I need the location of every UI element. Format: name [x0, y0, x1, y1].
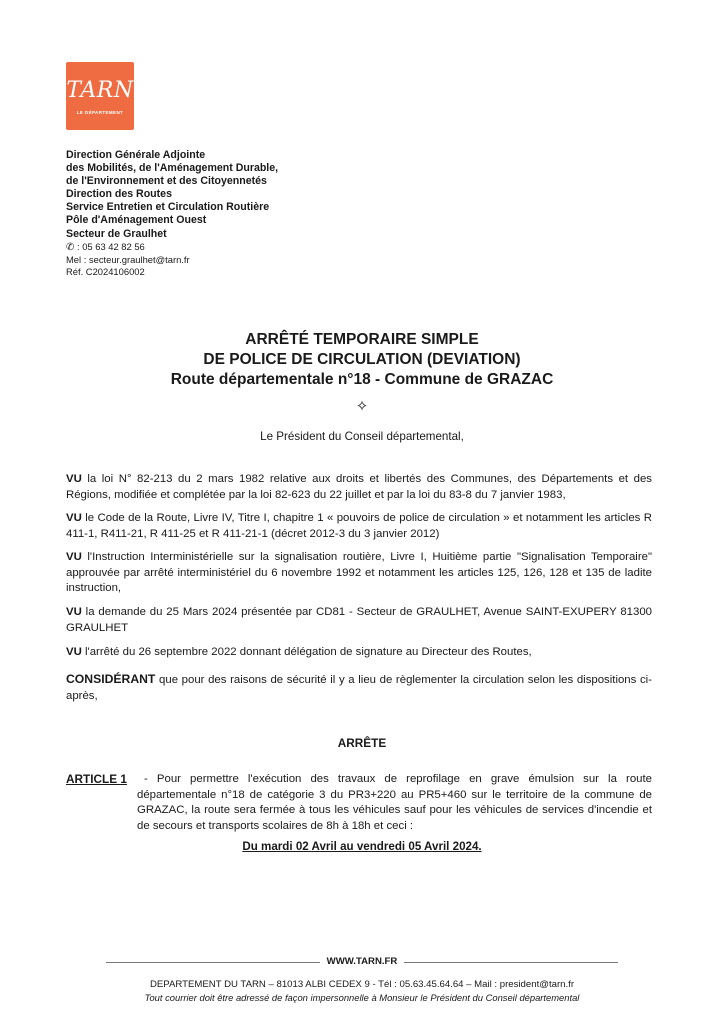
paragraph-text: l'Instruction Interministérielle sur la signalisation routière, Livre I, Huitième partie "Signalisation Temporaire" approuvée par arrêté interministériel du 6 novembre 1992 et notamment les articles 125, 126, 128 et 135 de ladite instruction, — [66, 551, 652, 594]
paragraph-vu-5 — [66, 645, 652, 661]
paragraph-text: le Code de la Route, Livre IV, Titre I, chapitre 1 « pouvoirs de police de circulation » et notamment les articles R 411-1, R411-21, R 411-25 et R 411-21-1 (décret 2012-3 du 3 janvier 2012) — [66, 512, 652, 540]
article-1-text: - Pour permettre l'exécution des travaux de reprofilage en grave émulsion sur la route départementale n°18 de catégorie 3 du PR3+220 au PR5+460 sur le territoire de la commune de GRAZAC, la route sera fermée à tous les véhicules sauf pour les véhicules de services d'incendie et de secours et transports scolaires de 8h à 18h et ceci : — [137, 773, 652, 832]
paragraph-text: que pour des raisons de sécurité il y a lieu de règlementer la circulation selon les dispositions ci-après, — [66, 674, 652, 702]
paragraph-text: la demande du 25 Mars 2024 présentée par CD81 - Secteur de GRAULHET, Avenue SAINT-EXUPERY 81300 GRAULHET — [66, 606, 652, 634]
phone-line — [66, 241, 278, 254]
logo-word: TARN — [66, 78, 134, 103]
footer-website: WWW.TARN.FR — [326, 956, 398, 967]
arrete-heading: ARRÊTE — [337, 736, 387, 750]
paragraph-key: VU — [66, 606, 82, 618]
mail-line: Mel : secteur.graulhet@tarn.fr — [66, 254, 190, 266]
header-line: Pôle d'Aménagement Ouest — [66, 214, 207, 227]
article-1-label: ARTICLE 1 — [66, 772, 127, 786]
separator-icon: ✧ — [355, 398, 369, 415]
phone-number: : 05 63 42 82 56 — [74, 240, 145, 252]
title-line-2: DE POLICE DE CIRCULATION (DEVIATION) — [203, 351, 521, 368]
paragraph-vu-4 — [66, 605, 652, 636]
title-line-3: Route départementale n°18 - Commune de GRAZAC — [170, 371, 554, 388]
sender-block — [66, 149, 278, 279]
paragraph-vu-2 — [66, 511, 652, 542]
paragraph-key: VU — [66, 473, 82, 485]
header-line: des Mobilités, de l'Aménagement Durable, — [66, 162, 279, 175]
paragraph-vu-1 — [66, 472, 652, 503]
footer-address: DEPARTEMENT DU TARN – 81013 ALBI CEDEX 9 - Tél : 05.63.45.64.64 – Mail : president@tarn.fr — [149, 979, 575, 990]
paragraph-key: CONSIDÉRANT — [66, 672, 156, 686]
header-line: Direction Générale Adjointe — [66, 149, 206, 161]
header-line: de l'Environnement et des Citoyennetés — [66, 175, 267, 188]
paragraph-vu-3 — [66, 550, 652, 597]
paragraph-text: l'arrêté du 26 septembre 2022 donnant délégation de signature au Directeur des Routes, — [81, 646, 532, 658]
reference: Réf. C2024106002 — [66, 266, 145, 278]
document-title — [0, 330, 724, 390]
paragraph-considerant — [66, 672, 652, 704]
president-line: Le Président du Conseil départemental, — [260, 430, 464, 443]
phone-icon: ✆ — [66, 241, 75, 253]
footer-note: Tout courrier doit être adressé de façon impersonnelle à Monsieur le Président du Conseil départemental — [144, 992, 580, 1003]
header-line: Secteur de Graulhet — [66, 227, 167, 240]
paragraph-key: VU — [66, 646, 82, 658]
header-line: Direction des Routes — [66, 188, 172, 201]
tarn-logo — [66, 62, 134, 130]
header-line: Service Entretien et Circulation Routière — [66, 201, 270, 214]
logo-subtitle: LE DÉPARTEMENT — [76, 110, 124, 115]
paragraph-key: VU — [66, 551, 82, 563]
paragraph-key: VU — [66, 512, 82, 524]
paragraph-text: la loi N° 82-213 du 2 mars 1982 relative aux droits et libertés des Communes, des Départements et des Régions, modifiée et complétée par la loi 82-623 du 22 juillet et par la loi du 83-8 du 7 janvier 1983, — [66, 473, 652, 501]
title-line-1: ARRÊTÉ TEMPORAIRE SIMPLE — [245, 331, 479, 348]
closure-dates: Du mardi 02 Avril au vendredi 05 Avril 2024. — [242, 840, 482, 853]
